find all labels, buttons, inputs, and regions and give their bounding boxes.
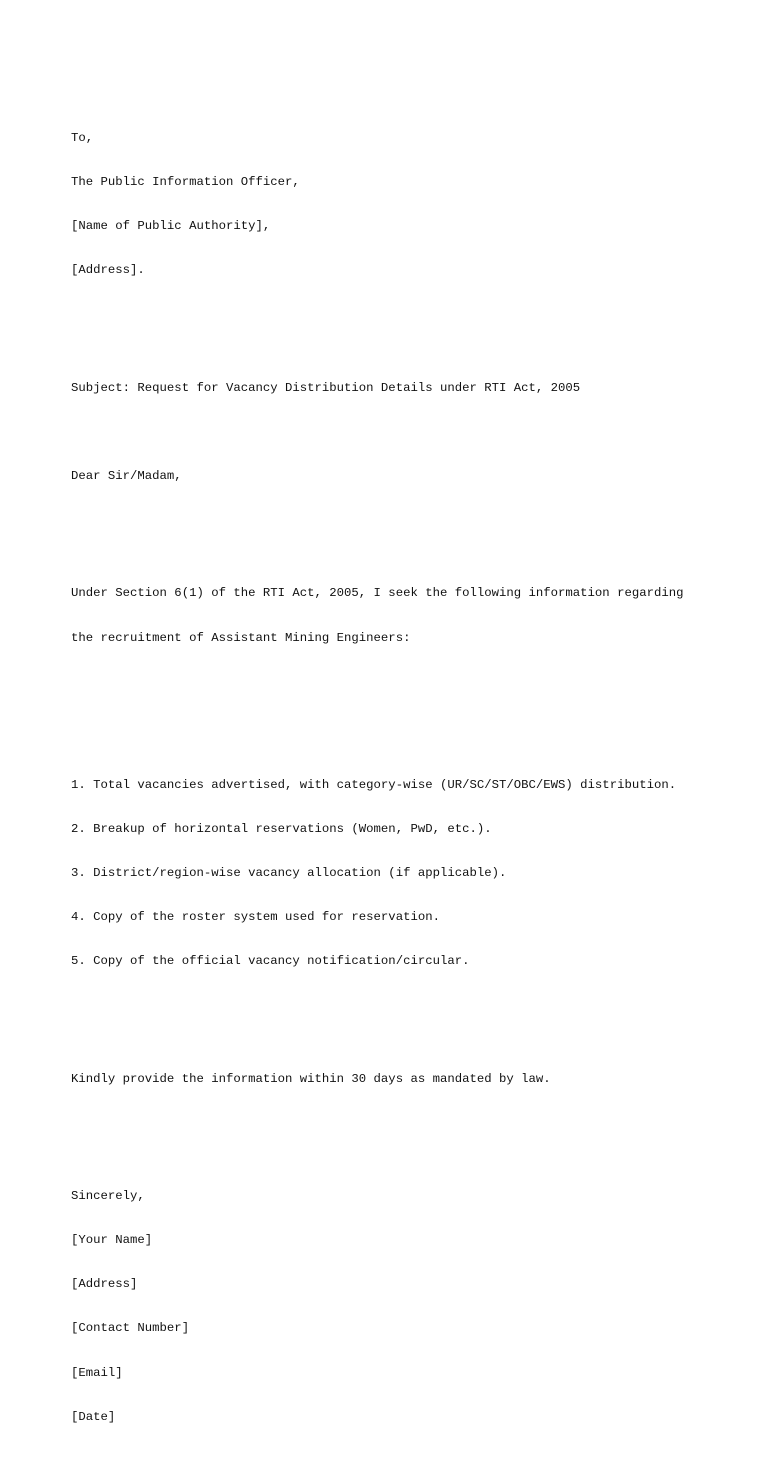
spacer [71, 1027, 751, 1042]
request-list [71, 748, 751, 998]
recipient-line-1: The Public Information Officer, [71, 174, 300, 189]
subject-line: Subject: Request for Vacancy Distribution Details under RTI Act, 2005 [71, 380, 581, 395]
signoff-contact: [Contact Number] [71, 1321, 190, 1336]
recipient-line-3: [Address]. [71, 263, 145, 278]
list-item: 4. Copy of the roster system used for reservation. [71, 909, 440, 924]
spacer [71, 337, 751, 352]
request-paragraph: Kindly provide the information within 30 days as mandated by law. [71, 1071, 551, 1086]
list-item: 2. Breakup of horizontal reservations (Women, PwD, etc.). [71, 821, 492, 836]
intro-line-1: Under Section 6(1) of the RTI Act, 2005, I seek the following information regarding [71, 586, 684, 601]
recipient-line-2: [Name of Public Authority], [71, 219, 271, 233]
greeting: Dear Sir/Madam, [71, 468, 182, 483]
signoff-email: [Email] [71, 1365, 123, 1380]
list-item: 5. Copy of the official vacancy notification/circular. [71, 953, 470, 968]
rti-letter [71, 72, 751, 1468]
list-item: 1. Total vacancies advertised, with category-wise (UR/SC/ST/OBC/EWS) distribution. [71, 777, 677, 792]
signature-block [71, 1160, 751, 1454]
spacer [71, 513, 751, 528]
list-item: 3. District/region-wise vacancy allocation (if applicable). [71, 865, 507, 880]
intro-line-2: the recruitment of Assistant Mining Engineers: [71, 630, 411, 645]
spacer [71, 704, 751, 719]
recipient-salutation: To, [71, 130, 94, 145]
recipient-block [71, 101, 751, 307]
signoff-closing: Sincerely, [71, 1189, 145, 1204]
signoff-date: [Date] [71, 1409, 116, 1424]
signoff-address: [Address] [71, 1277, 138, 1292]
signoff-name: [Your Name] [71, 1233, 153, 1248]
spacer [71, 425, 751, 440]
spacer [71, 1116, 751, 1131]
intro-paragraph [71, 557, 751, 675]
